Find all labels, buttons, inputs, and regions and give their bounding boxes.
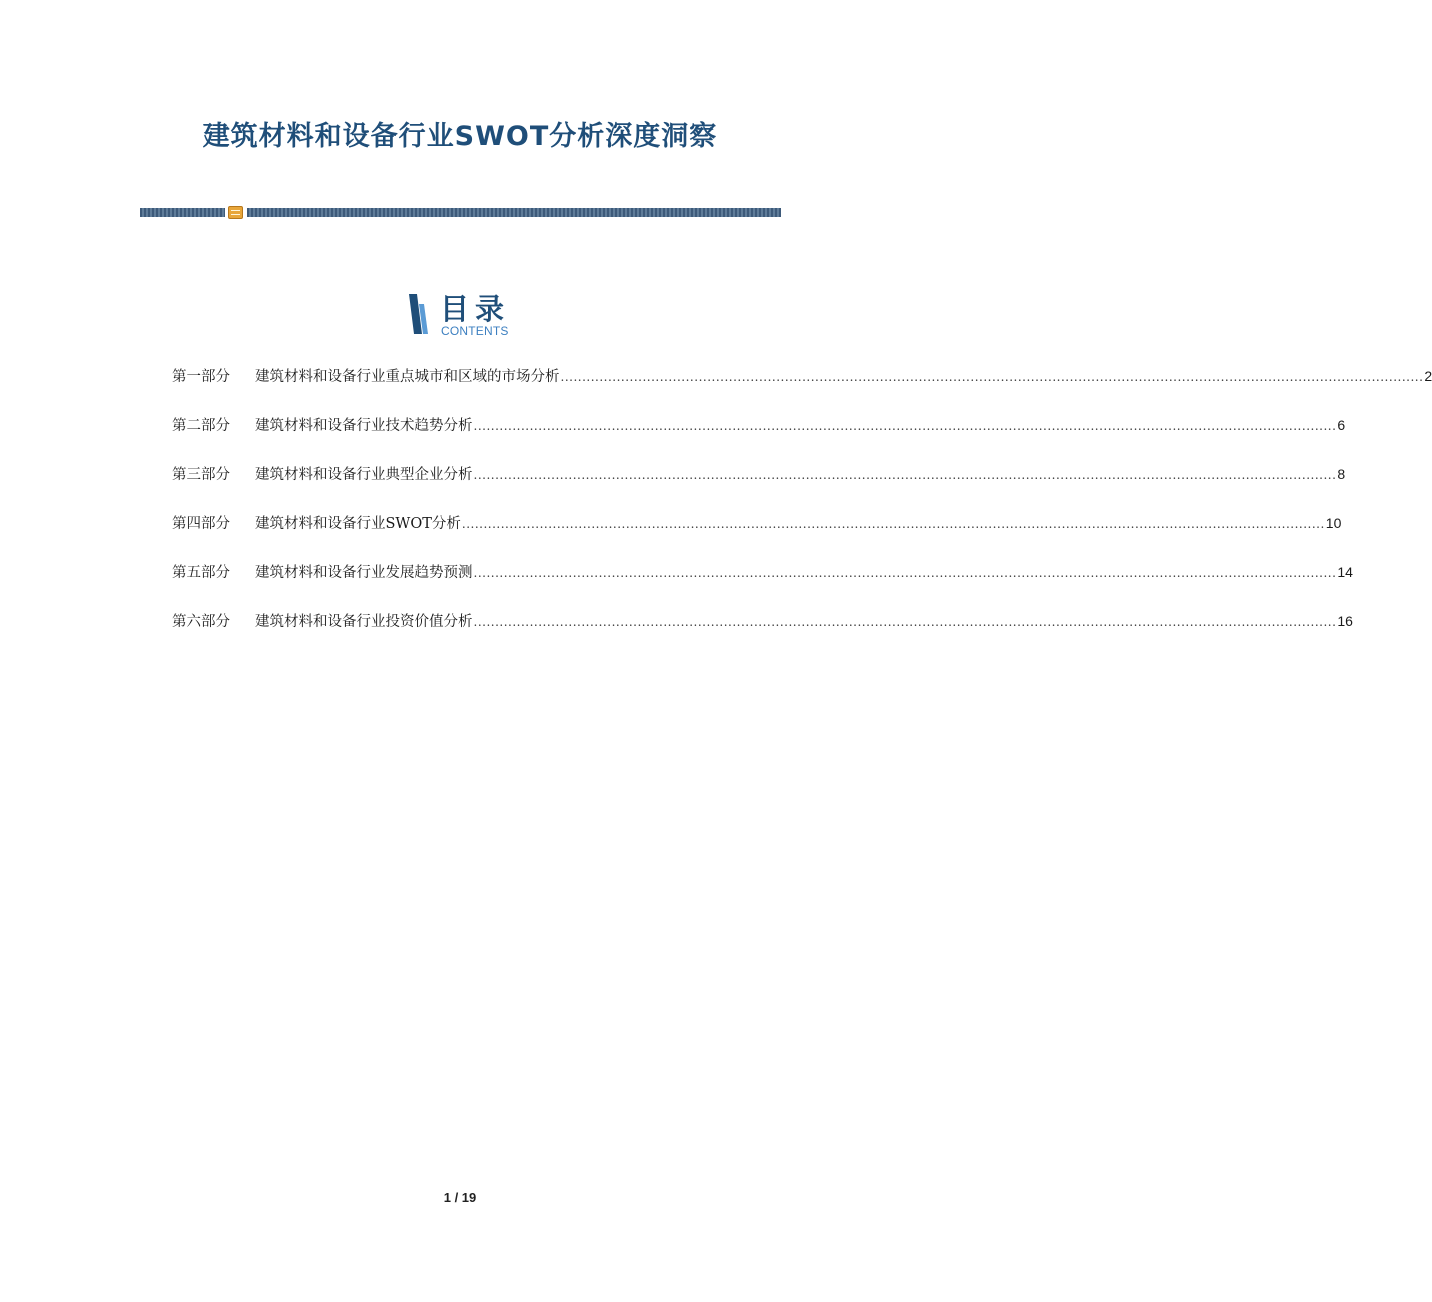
toc-entry-part: 第四部分 — [172, 516, 230, 532]
toc-entry[interactable] — [172, 464, 1346, 513]
toc-title: 目录 — [440, 292, 511, 326]
toc-subtitle: CONTENTS — [441, 324, 509, 338]
toc-entry-title: 建筑材料和设备行业重点城市和区域的市场分析 — [255, 369, 560, 385]
toc-entry-page-number: 16 — [1337, 613, 1353, 629]
toc-entry[interactable] — [172, 611, 1353, 660]
toc-bookmark-icon — [408, 292, 432, 336]
toc-entry-leader-dots: ........................................................................................................................................................................................................ — [473, 615, 1337, 629]
table-of-contents — [172, 366, 1432, 660]
toc-entry-part: 第三部分 — [172, 467, 230, 483]
toc-entry-page-number: 2 — [1424, 368, 1432, 384]
toc-entry[interactable] — [172, 513, 1342, 562]
toc-entry-title: 建筑材料和设备行业技术趋势分析 — [255, 418, 473, 434]
toc-entry-part: 第一部分 — [172, 369, 230, 385]
toc-entry-title: 建筑材料和设备行业典型企业分析 — [255, 467, 473, 483]
title-divider-right — [247, 208, 781, 217]
toc-entry-title: 建筑材料和设备行业发展趋势预测 — [255, 565, 473, 581]
toc-entry-leader-dots: ........................................................................................................................................................................................................ — [473, 468, 1337, 482]
title-divider-left — [140, 208, 225, 217]
toc-entry-leader-dots: ........................................................................................................................................................................................................ — [473, 419, 1337, 433]
toc-entry-part: 第五部分 — [172, 565, 230, 581]
toc-entry-leader-dots: ........................................................................................................................................................................................................ — [473, 566, 1337, 580]
toc-header — [408, 292, 528, 340]
toc-entry-page-number: 6 — [1337, 417, 1346, 433]
toc-entry[interactable] — [172, 415, 1346, 464]
toc-entry-title: 建筑材料和设备行业SWOT分析 — [255, 516, 461, 532]
toc-entry-leader-dots: ........................................................................................................................................................................................................ — [461, 517, 1325, 531]
toc-entry-page-number: 10 — [1325, 515, 1342, 531]
toc-entry-part: 第二部分 — [172, 418, 230, 434]
toc-entry[interactable] — [172, 366, 1432, 415]
toc-entry[interactable] — [172, 562, 1353, 611]
page-indicator: 1 / 19 — [443, 1190, 477, 1205]
toc-entry-leader-dots: ........................................................................................................................................................................................................ — [560, 370, 1424, 384]
toc-entry-page-number: 14 — [1337, 564, 1353, 580]
toc-entry-page-number: 8 — [1337, 466, 1346, 482]
toc-entry-part: 第六部分 — [172, 614, 230, 630]
divider-badge-icon — [228, 206, 243, 219]
document-title: 建筑材料和设备行业SWOT分析深度洞察 — [202, 121, 718, 152]
toc-entry-title: 建筑材料和设备行业投资价值分析 — [255, 614, 473, 630]
